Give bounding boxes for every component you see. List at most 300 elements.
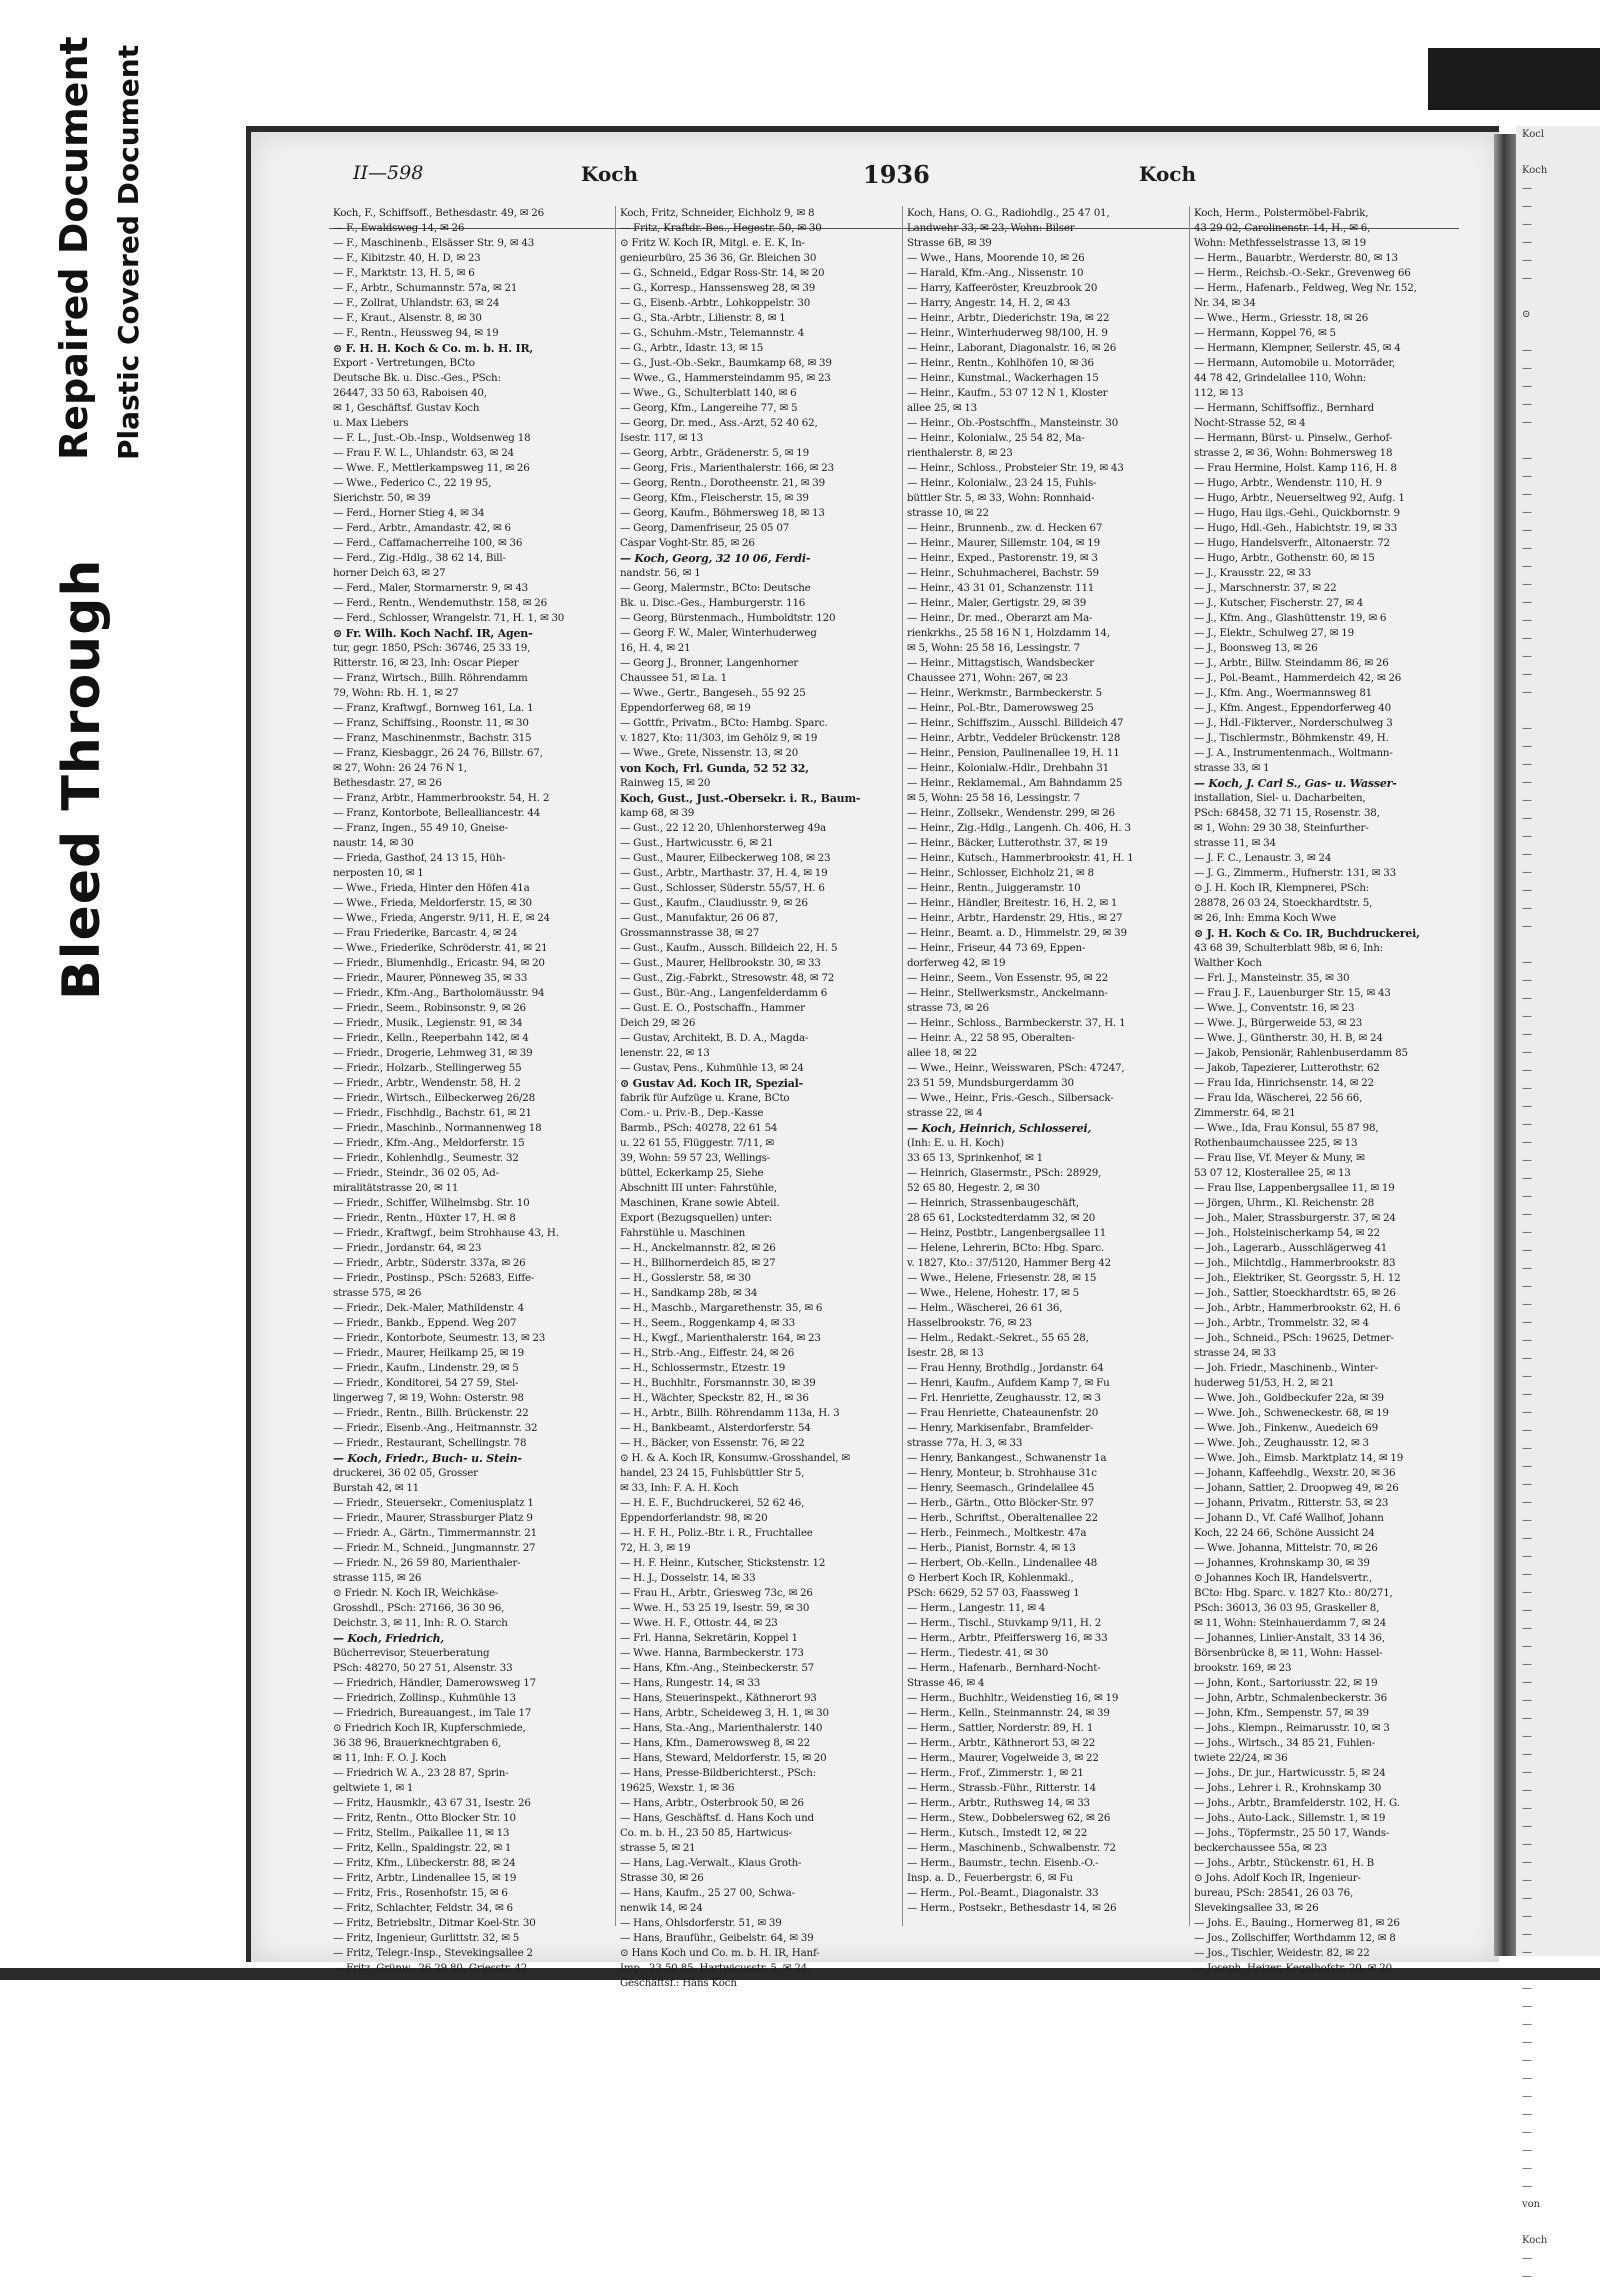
facing-page-fragment — [1516, 324, 1600, 342]
directory-entry: — Wwe. F., Mettlerkampsweg 11, ✉ 26 — [333, 462, 530, 474]
facing-page-fragment: — — [1522, 381, 1532, 392]
directory-entry: — Hans, Ohlsdorferstr. 51, ✉ 39 — [620, 1917, 782, 1929]
directory-entry: Caspar Voght-Str. 85, ✉ 26 — [620, 537, 755, 549]
directory-page — [246, 126, 1499, 1989]
directory-entry: — G., Sta.-Arbtr., Lilienstr. 8, ✉ 1 — [620, 312, 786, 324]
directory-entry: — Franz, Arbtr., Hammerbrookstr. 54, H. 2 — [333, 792, 550, 804]
facing-page-fragment: — — [1522, 885, 1532, 896]
directory-entry: — Fritz, Kfm., Lübeckerstr. 88, ✉ 24 — [333, 1857, 516, 1869]
directory-entry: — Hermann, Klempner, Seilerstr. 45, ✉ 4 — [1194, 342, 1401, 354]
directory-entry: — Herm., Tiedestr. 41, ✉ 30 — [907, 1647, 1049, 1659]
directory-entry: v. 1827, Kto: 11/303, im Gehölz 9, ✉ 19 — [620, 732, 818, 744]
label-plastic-covered-document: Plastic Covered Document — [112, 44, 145, 460]
facing-page-fragment: — — [1522, 237, 1532, 248]
directory-entry: — Heinr., Rentn., Juiggeramstr. 10 — [907, 882, 1081, 894]
facing-page-fragment: — — [1522, 1821, 1532, 1832]
directory-entry: — Friedr., Kohlenhdlg., Seumestr. 32 — [333, 1152, 519, 1164]
directory-entry: — Johs., Wirtsch., 34 85 21, Fuhlen- — [1194, 1737, 1375, 1749]
directory-entry: — Koch, Heinrich, Schlosserei, — [907, 1122, 1092, 1135]
directory-entry: Sierichstr. 50, ✉ 39 — [333, 492, 431, 504]
facing-page-fragment: — — [1522, 1551, 1532, 1562]
directory-entry: — Johannes, Krohnskamp 30, ✉ 39 — [1194, 1557, 1370, 1569]
facing-page-fragment: — — [1522, 1695, 1532, 1706]
facing-page-fragment: — — [1522, 2253, 1532, 2264]
directory-entry: — Joh., Schneid., PSch: 19625, Detmer- — [1194, 1332, 1394, 1344]
facing-page-fragment: — — [1522, 867, 1532, 878]
directory-entry: — Wwe., Friederike, Schröderstr. 41, ✉ 21 — [333, 942, 548, 954]
directory-entry: ⊙ Fritz W. Koch IR, Mitgl. e. E. K, In- — [620, 237, 805, 249]
directory-entry: — Gottfr., Privatm., BCto: Hambg. Sparc. — [620, 717, 828, 729]
facing-page-fragment: — — [1522, 2073, 1532, 2084]
directory-entry: — Hans, Sta.-Ang., Marienthalerstr. 140 — [620, 1722, 823, 1734]
facing-page-fragment: — — [1522, 2055, 1532, 2066]
directory-entry: 26447, 33 50 63, Raboisen 40, — [333, 387, 487, 399]
facing-page-fragment: — — [1522, 489, 1532, 500]
directory-entry: — Friedr. N., 26 59 80, Marienthaler- — [333, 1557, 521, 1569]
directory-entry: — Ferd., Arbtr., Amandastr. 42, ✉ 6 — [333, 522, 511, 534]
directory-entry: Koch, 22 24 66, Schöne Aussicht 24 — [1194, 1527, 1375, 1539]
directory-entry: — John, Arbtr., Schmalenbeckerstr. 36 — [1194, 1692, 1387, 1704]
directory-entry: Walther Koch — [1194, 957, 1262, 969]
directory-entry: — Heinr., Arbtr., Veddeler Brückenstr. 128 — [907, 732, 1121, 744]
directory-entry: büttler Str. 5, ✉ 33, Wohn: Ronnhaid- — [907, 492, 1095, 504]
directory-entry: ✉ 1, Geschäftsf. Gustav Koch — [333, 402, 480, 414]
directory-entry: — Herm., Hafenarb., Feldweg, Weg Nr. 152, — [1194, 282, 1417, 294]
directory-entry: — Heinr., Arbtr., Hardenstr. 29, Htis., ✉ 27 — [907, 912, 1123, 924]
directory-entry: — Henri, Kaufm., Aufdem Kamp 7, ✉ Fu — [907, 1377, 1110, 1389]
directory-entry: — H., Arbtr., Billh. Röhrendamm 113a, H. 3 — [620, 1407, 840, 1419]
facing-page-fragment: — — [1522, 219, 1532, 230]
facing-page-fragment: — — [1522, 1083, 1532, 1094]
directory-entry: — Herm., Arbtr., Pfeifferswerg 16, ✉ 33 — [907, 1632, 1108, 1644]
directory-entry: — Heinr., Bäcker, Lutterothstr. 37, ✉ 19 — [907, 837, 1108, 849]
directory-entry: BCto: Hbg. Sparc. v. 1827 Kto.: 80/271, — [1194, 1587, 1393, 1599]
directory-entry: — Wwe. Joh., Schweneckestr. 68, ✉ 19 — [1194, 1407, 1389, 1419]
directory-entry: — Hans, Rungestr. 14, ✉ 33 — [620, 1677, 761, 1689]
directory-entry: — Friedr., Kelln., Reeperbahn 142, ✉ 4 — [333, 1032, 529, 1044]
directory-entry: strasse 5, ✉ 21 — [620, 1842, 696, 1854]
page-number: II—598 — [353, 162, 424, 184]
directory-entry: Burstah 42, ✉ 11 — [333, 1482, 420, 1494]
facing-page-fragment: — — [1522, 1767, 1532, 1778]
directory-entry: — Wwe. H. F., Ottostr. 44, ✉ 23 — [620, 1617, 778, 1629]
directory-entry: Export - Vertretungen, BCto — [333, 357, 475, 369]
facing-page-fragment: — — [1522, 1479, 1532, 1490]
facing-page-fragment: von — [1522, 2199, 1541, 2210]
directory-entry: 23 51 59, Mundsburgerdamm 30 — [907, 1077, 1074, 1089]
directory-entry: v. 1827, Kto.: 37/5120, Hammer Berg 42 — [907, 1257, 1111, 1269]
facing-page-fragment: — — [1522, 615, 1532, 626]
facing-page-fragment: — — [1522, 579, 1532, 590]
directory-entry: — Herm., Sattler, Norderstr. 89, H. 1 — [907, 1722, 1094, 1734]
directory-entry: — H., Maschb., Margarethenstr. 35, ✉ 6 — [620, 1302, 823, 1314]
directory-entry: strasse 11, ✉ 34 — [1194, 837, 1276, 849]
facing-page-fragment: — — [1522, 201, 1532, 212]
directory-entry: — Frl. J., Mansteinstr. 35, ✉ 30 — [1194, 972, 1350, 984]
directory-entry: — Jos., Tischler, Weidestr. 82, ✉ 22 — [1194, 1947, 1370, 1959]
directory-entry: strasse 10, ✉ 22 — [907, 507, 989, 519]
facing-page-fragment: — — [1522, 2163, 1532, 2174]
directory-entry: — Herb., Gärtn., Otto Blöcker-Str. 97 — [907, 1497, 1094, 1509]
directory-entry: — Friedr. M., Schneid., Jungmannstr. 27 — [333, 1542, 536, 1554]
directory-entry: Rainweg 15, ✉ 20 — [620, 777, 711, 789]
facing-page-fragment: — — [1522, 453, 1532, 464]
directory-entry: — Friedr., Konditorei, 54 27 59, Stel- — [333, 1377, 519, 1389]
directory-entry: — Fritz, Schlachter, Feldstr. 34, ✉ 6 — [333, 1902, 513, 1914]
directory-entry: 112, ✉ 13 — [1194, 387, 1244, 399]
directory-entry: tur, gegr. 1850, PSch: 36746, 25 33 19, — [333, 642, 531, 654]
facing-page-fragment: — — [1522, 1335, 1532, 1346]
directory-entry: 52 65 80, Hegestr. 2, ✉ 30 — [907, 1182, 1040, 1194]
directory-entry: — Wwe., Gertr., Bangeseh., 55 92 25 — [620, 687, 806, 699]
directory-entry: — Herm., Baumstr., techn. Eisenb.-O.- — [907, 1857, 1099, 1869]
directory-entry: — Friedr., Steuersekr., Comeniusplatz 1 — [333, 1497, 534, 1509]
directory-entry: — Friedr., Schiffer, Wilhelmsbg. Str. 10 — [333, 1197, 530, 1209]
directory-entry: — Frau Henriette, Chateaunenfstr. 20 — [907, 1407, 1099, 1419]
directory-entry: — Friedr., Maurer, Heilkamp 25, ✉ 19 — [333, 1347, 525, 1359]
directory-entry: naustr. 14, ✉ 30 — [333, 837, 414, 849]
directory-entry: u. Max Liebers — [333, 417, 409, 429]
directory-entry: — Hans, Steward, Meldorferstr. 15, ✉ 20 — [620, 1752, 827, 1764]
directory-entry: Fahrstühle u. Maschinen — [620, 1227, 746, 1239]
facing-page-fragment: — — [1522, 1227, 1532, 1238]
directory-entry: — F., Zollrat, Uhlandstr. 63, ✉ 24 — [333, 297, 500, 309]
directory-entry: — G., Arbtr., Idastr. 13, ✉ 15 — [620, 342, 764, 354]
directory-entry: — Heinr., Pension, Paulinenallee 19, H. 11 — [907, 747, 1120, 759]
directory-entry: — Johs., Dr. jur., Hartwicusstr. 5, ✉ 24 — [1194, 1767, 1386, 1779]
directory-entry: — Friedr., Musik., Legienstr. 91, ✉ 34 — [333, 1017, 523, 1029]
directory-entry: — Hans, Kaufm., 25 27 00, Schwa- — [620, 1887, 795, 1899]
directory-entry: ⊙ Johs. Adolf Koch IR, Ingenieur- — [1194, 1872, 1361, 1884]
facing-page-fragment — [1516, 144, 1600, 162]
directory-entry: handel, 23 24 15, Fuhlsbüttler Str 5, — [620, 1467, 805, 1479]
directory-entry: — J., Tischlermstr., Böhmkenstr. 49, H. — [1194, 732, 1389, 744]
facing-page-fragment: — — [1522, 1173, 1532, 1184]
directory-entry: — Gust., Kaufm., Aussch. Billdeich 22, H. 5 — [620, 942, 838, 954]
directory-entry: — Koch, Friedrich, — [333, 1632, 445, 1645]
directory-entry: — Joh., Arbtr., Hammerbrookstr. 62, H. 6 — [1194, 1302, 1401, 1314]
directory-entry: Eppendorferlandstr. 98, ✉ 20 — [620, 1512, 768, 1524]
facing-page-fragment: — — [1522, 2271, 1532, 2282]
directory-entry: rienthalerstr. 8, ✉ 23 — [907, 447, 1013, 459]
directory-entry: — Friedr., Maschinb., Normannenweg 18 — [333, 1122, 542, 1134]
directory-entry: Nocht-Strasse 52, ✉ 4 — [1194, 417, 1306, 429]
directory-entry: — Hans, Kfm.-Ang., Steinbeckerstr. 57 — [620, 1662, 815, 1674]
directory-entry: — Gust., Bür.-Ang., Langenfelderdamm 6 — [620, 987, 828, 999]
directory-entry: allee 25, ✉ 13 — [907, 402, 978, 414]
directory-entry: — Hans, Arbtr., Scheideweg 3, H. 1, ✉ 30 — [620, 1707, 829, 1719]
directory-entry: — Johann, Kaffeehdlg., Wexstr. 20, ✉ 36 — [1194, 1467, 1396, 1479]
column-3 — [903, 206, 1190, 1926]
directory-entry: — Georg J., Bronner, Langenhorner — [620, 657, 799, 669]
directory-entry: — Hugo, Arbtr., Gothenstr. 60, ✉ 15 — [1194, 552, 1375, 564]
directory-entry: — J., Kfm. Angest., Eppendorferweg 40 — [1194, 702, 1391, 714]
directory-entry: — Johs. E., Bauing., Hornerweg 81, ✉ 26 — [1194, 1917, 1400, 1929]
directory-entry: — Frau Ida, Wäscherei, 22 56 66, — [1194, 1092, 1363, 1104]
directory-entry: — Friedr., Arbtr., Wendenstr. 58, H. 2 — [333, 1077, 521, 1089]
facing-page-fragment: — — [1522, 1353, 1532, 1364]
facing-page-fragment: — — [1522, 1713, 1532, 1724]
directory-entry: — Herm., Maurer, Vogelweide 3, ✉ 22 — [907, 1752, 1099, 1764]
directory-entry: — Gust., Maurer, Hellbrookstr. 30, ✉ 33 — [620, 957, 821, 969]
directory-entry: — Friedr., Holzarb., Stellingerweg 55 — [333, 1062, 522, 1074]
directory-entry: — Wwe., Helene, Hohestr. 17, ✉ 5 — [907, 1287, 1079, 1299]
directory-entry: — H., Gosslerstr. 58, ✉ 30 — [620, 1272, 751, 1284]
directory-entry: — J., Kfm. Ang., Glashüttenstr. 19, ✉ 6 — [1194, 612, 1387, 624]
directory-entry: — Herm., Arbtr., Ruthsweg 14, ✉ 33 — [907, 1797, 1090, 1809]
directory-entry: dorferweg 42, ✉ 19 — [907, 957, 1006, 969]
directory-entry: ⊙ J. H. Koch & Co. IR, Buchdruckerei, — [1194, 927, 1420, 940]
directory-entry: — Friedr., Arbtr., Süderstr. 337a, ✉ 26 — [333, 1257, 526, 1269]
directory-entry: ⊙ Herbert Koch IR, Kohlenmakl., — [907, 1572, 1074, 1584]
facing-page-fragment: — — [1522, 507, 1532, 518]
directory-entry: Insp. a. D., Feuerbergstr. 6, ✉ Fu — [907, 1872, 1073, 1884]
directory-entry: 39, Wohn: 59 57 23, Wellings- — [620, 1152, 771, 1164]
directory-entry: — Heinr., 43 31 01, Schanzenstr. 111 — [907, 582, 1095, 594]
directory-entry: — Friedr., Drogerie, Lehmweg 31, ✉ 39 — [333, 1047, 533, 1059]
facing-page-fragment: Koch — [1522, 2235, 1548, 2246]
directory-entry: genieurbüro, 25 36 36, Gr. Bleichen 30 — [620, 252, 817, 264]
directory-entry: ⊙ F. H. H. Koch & Co. m. b. H. IR, — [333, 342, 534, 355]
directory-entry: Wohn: Methfesselstrasse 13, ✉ 19 — [1194, 237, 1367, 249]
directory-entry: — Heinr., Seem., Von Essenstr. 95, ✉ 22 — [907, 972, 1109, 984]
facing-page-fragment: — — [1522, 183, 1532, 194]
facing-page-fragment: — — [1522, 345, 1532, 356]
facing-page-fragment: — — [1522, 903, 1532, 914]
directory-entry: — Harry, Angestr. 14, H. 2, ✉ 43 — [907, 297, 1070, 309]
label-bleed-through: Bleed Through — [52, 558, 112, 1000]
directory-entry: — Wwe. Hanna, Barmbeckerstr. 173 — [620, 1647, 804, 1659]
directory-entry: — H. E. F., Buchdruckerei, 52 62 46, — [620, 1497, 805, 1509]
directory-entry: ✉ 26, Inh: Emma Koch Wwe — [1194, 912, 1337, 924]
directory-entry: — Heinr., Laborant, Diagonalstr. 16, ✉ 26 — [907, 342, 1117, 354]
directory-entry: — Georg, Kaufm., Böhmersweg 18, ✉ 13 — [620, 507, 825, 519]
directory-entry: — H., Anckelmannstr. 82, ✉ 26 — [620, 1242, 776, 1254]
directory-entry: — Friedr., Seem., Robinsonstr. 9, ✉ 26 — [333, 1002, 526, 1014]
directory-entry: — Harry, Kaffeeröster, Kreuzbrook 20 — [907, 282, 1098, 294]
facing-page-fragment: — — [1522, 1317, 1532, 1328]
directory-entry: — Frau Hermine, Holst. Kamp 116, H. 8 — [1194, 462, 1397, 474]
facing-page-fragment: — — [1522, 1731, 1532, 1742]
directory-entry: — Hugo, Handelsverfr., Altonaerstr. 72 — [1194, 537, 1390, 549]
directory-entry: — Heinrich, Glasermstr., PSch: 28929, — [907, 1167, 1102, 1179]
directory-entry: — Wwe. J., Bürgerweide 53, ✉ 23 — [1194, 1017, 1363, 1029]
directory-entry: — Henry, Markisenfabr., Bramfelder- — [907, 1422, 1094, 1434]
directory-entry: 43 29 02, Carolinenstr. 14, H., ✉ 6, — [1194, 222, 1371, 234]
directory-entry: — Johann, Sattler, 2. Droopweg 49, ✉ 26 — [1194, 1482, 1399, 1494]
directory-entry: — Frl. Henriette, Zeughausstr. 12, ✉ 3 — [907, 1392, 1101, 1404]
directory-entry: — Herm., Kutsch., Imstedt 12, ✉ 22 — [907, 1827, 1088, 1839]
directory-entry: ⊙ Fr. Wilh. Koch Nachf. IR, Agen- — [333, 627, 533, 640]
directory-entry: — G., Schneid., Edgar Ross-Str. 14, ✉ 20 — [620, 267, 825, 279]
directory-entry: — Helene, Lehrerin, BCto: Hbg. Sparc. — [907, 1242, 1105, 1254]
directory-entry: lingerweg 7, ✉ 19, Wohn: Osterstr. 98 — [333, 1392, 524, 1404]
directory-entry: — Koch, Friedr., Buch- u. Stein- — [333, 1452, 522, 1465]
facing-page-fragment: — — [1522, 1065, 1532, 1076]
directory-entry: — H., Wächter, Speckstr. 82, H., ✉ 36 — [620, 1392, 809, 1404]
directory-entry: — G., Just.-Ob.-Sekr., Baumkamp 68, ✉ 39 — [620, 357, 832, 369]
directory-entry: — Jörgen, Uhrm., Kl. Reichenstr. 28 — [1194, 1197, 1375, 1209]
facing-page-fragment: — — [1522, 1911, 1532, 1922]
directory-entry: — Hermann, Koppel 76, ✉ 5 — [1194, 327, 1336, 339]
directory-entry: — Hans, Geschäftsf. d. Hans Koch und — [620, 1812, 814, 1824]
directory-entry: 44 78 42, Grindelallee 110, Wohn: — [1194, 372, 1367, 384]
directory-entry: Hasselbrookstr. 76, ✉ 23 — [907, 1317, 1032, 1329]
directory-entry: Bethesdastr. 27, ✉ 26 — [333, 777, 442, 789]
directory-entry: Isestr. 117, ✉ 13 — [620, 432, 704, 444]
directory-entry: Strasse 6B, ✉ 39 — [907, 237, 992, 249]
facing-page-fragment: — — [1522, 975, 1532, 986]
directory-entry: — Herm., Reichsb.-O.-Sekr., Grevenweg 66 — [1194, 267, 1411, 279]
directory-entry: — Friedr., Maurer, Pönneweg 35, ✉ 33 — [333, 972, 528, 984]
directory-entry: Eppendorferweg 68, ✉ 19 — [620, 702, 751, 714]
directory-entry: 36 38 96, Brauerknechtgraben 6, — [333, 1737, 502, 1749]
facing-page-fragment: — — [1522, 2037, 1532, 2048]
directory-entry: nenwik 14, ✉ 24 — [620, 1902, 703, 1914]
directory-entry: Isestr. 28, ✉ 13 — [907, 1347, 984, 1359]
directory-entry: — Heinr., Schloss., Probsteier Str. 19, ✉ 43 — [907, 462, 1124, 474]
directory-entry: bureau, PSch: 28541, 26 03 76, — [1194, 1887, 1354, 1899]
facing-page-fragment: — — [1522, 1101, 1532, 1112]
facing-page-fragment: — — [1522, 2127, 1532, 2138]
directory-entry: — J. G., Zimmerm., Hufnerstr. 131, ✉ 33 — [1194, 867, 1396, 879]
directory-entry: ⊙ J. H. Koch IR, Klempnerei, PSch: — [1194, 882, 1370, 894]
directory-entry: — Fritz, Kelln., Spaldingstr. 22, ✉ 1 — [333, 1842, 512, 1854]
directory-entry: — Jos., Zollschiffer, Worthdamm 12, ✉ 8 — [1194, 1932, 1396, 1944]
directory-entry: — Friedr., Kfm.-Ang., Bartholomäusstr. 94 — [333, 987, 545, 999]
directory-entry: — Herm., Frof., Zimmerstr. 1, ✉ 21 — [907, 1767, 1084, 1779]
directory-entry: — Georg F. W., Maler, Winterhuderweg — [620, 627, 817, 639]
directory-entry: ✉ 1, Wohn: 29 30 38, Steinfurther- — [1194, 822, 1369, 834]
facing-page-fragment: — — [1522, 1281, 1532, 1292]
directory-entry: Grossmannstrasse 38, ✉ 27 — [620, 927, 760, 939]
directory-entry: strasse 115, ✉ 26 — [333, 1572, 422, 1584]
directory-entry: — John, Kont., Sartoriusstr. 22, ✉ 19 — [1194, 1677, 1378, 1689]
directory-entry: — Heinr., Kolonialw.-Hdlr., Drehbahn 31 — [907, 762, 1109, 774]
directory-entry: — H. J., Dosselstr. 14, ✉ 33 — [620, 1572, 756, 1584]
directory-entry: — Heinr., Mittagstisch, Wandsbecker — [907, 657, 1095, 669]
facing-page-fragment: — — [1522, 2109, 1532, 2120]
directory-entry: — Johs., Auto-Lack., Sillemstr. 1, ✉ 19 — [1194, 1812, 1386, 1824]
facing-page-fragment: — — [1522, 1245, 1532, 1256]
directory-entry: — Friedrich, Händler, Damerowsweg 17 — [333, 1677, 536, 1689]
directory-entry: 33 65 13, Sprinkenhof, ✉ 1 — [907, 1152, 1043, 1164]
facing-page-fragment: — — [1522, 1533, 1532, 1544]
directory-entry: — Heinr., Werkmstr., Barmbeckerstr. 5 — [907, 687, 1102, 699]
header-name-left: Koch — [581, 162, 639, 186]
directory-entry: ✉ 5, Wohn: 25 58 16, Lessingstr. 7 — [907, 642, 1081, 654]
directory-entry: — Heinz, Postbtr., Langenbergsallee 11 — [907, 1227, 1107, 1239]
directory-entry: — Gust., Zig.-Fabrkt., Stresowstr. 48, ✉ 72 — [620, 972, 835, 984]
directory-entry: — F., Maschinenb., Elsässer Str. 9, ✉ 43 — [333, 237, 535, 249]
facing-page-fragment: — — [1522, 1371, 1532, 1382]
directory-entry: Landwehr 33, ✉ 23, Wohn: Bilser — [907, 222, 1075, 234]
directory-entry: installation, Siel- u. Dacharbeiten, — [1194, 792, 1366, 804]
directory-entry: — Heinr., Exped., Pastorenstr. 19, ✉ 3 — [907, 552, 1098, 564]
directory-entry: — Herm., Bauarbtr., Werderstr. 80, ✉ 13 — [1194, 252, 1398, 264]
facing-page-fragment: — — [1522, 1587, 1532, 1598]
directory-entry: — Hans, Arbtr., Osterbrook 50, ✉ 26 — [620, 1797, 804, 1809]
directory-entry: — Johs., Lehrer i. R., Krohnskamp 30 — [1194, 1782, 1382, 1794]
directory-entry: Nr. 34, ✉ 34 — [1194, 297, 1256, 309]
directory-entry: — Friedr., Rentn., Hüxter 17, H. ✉ 8 — [333, 1212, 516, 1224]
directory-entry: Geschäftsf.: Hans Koch — [620, 1977, 737, 1989]
directory-entry: — Frau F. W. L., Uhlandstr. 63, ✉ 24 — [333, 447, 514, 459]
directory-entry: — Johs., Töpfermstr., 25 50 17, Wands- — [1194, 1827, 1390, 1839]
directory-entry: Chaussee 51, ✉ La. 1 — [620, 672, 727, 684]
directory-entry: — F., Kraut., Alsenstr. 8, ✉ 30 — [333, 312, 482, 324]
directory-entry: — John, Kfm., Sempenstr. 57, ✉ 39 — [1194, 1707, 1369, 1719]
directory-entry: — Hugo, Hdl.-Geh., Habichtstr. 19, ✉ 33 — [1194, 522, 1398, 534]
directory-entry: — J., Arbtr., Billw. Steindamm 86, ✉ 26 — [1194, 657, 1389, 669]
directory-entry: — Gustav, Architekt, B. D. A., Magda- — [620, 1032, 809, 1044]
directory-entry: — Koch, J. Carl S., Gas- u. Wasser- — [1194, 777, 1397, 790]
directory-entry: — Herm., Postsekr., Bethesdastr 14, ✉ 26 — [907, 1902, 1117, 1914]
facing-page-fragment: — — [1522, 687, 1532, 698]
directory-entry: — Hugo, Hau ilgs.-Gehi., Quickbornstr. 9 — [1194, 507, 1400, 519]
label-repaired-document: Repaired Document — [52, 36, 96, 460]
directory-entry: — Hermann, Bürst- u. Pinselw., Gerhof- — [1194, 432, 1393, 444]
directory-entry: — J., Boonsweg 13, ✉ 26 — [1194, 642, 1318, 654]
directory-entry: — Gust., Kaufm., Claudiusstr. 9, ✉ 26 — [620, 897, 808, 909]
directory-entry: — Henry, Seemasch., Grindelallee 45 — [907, 1482, 1095, 1494]
directory-entry: ✉ 27, Wohn: 26 24 76 N 1, — [333, 762, 467, 774]
directory-entry: strasse 77a, H. 3, ✉ 33 — [907, 1437, 1023, 1449]
directory-entry: — Wwe. Joh., Eimsb. Marktplatz 14, ✉ 19 — [1194, 1452, 1404, 1464]
directory-entry: — Friedr., Kfm.-Ang., Meldorferstr. 15 — [333, 1137, 525, 1149]
directory-entry: — H., Strb.-Ang., Eiffestr. 24, ✉ 26 — [620, 1347, 795, 1359]
directory-entry: — G., Korresp., Hanssensweg 28, ✉ 39 — [620, 282, 816, 294]
directory-entry: 53 07 12, Klosterallee 25, ✉ 13 — [1194, 1167, 1351, 1179]
directory-entry: — Ferd., Rentn., Wendemuthstr. 158, ✉ 26 — [333, 597, 547, 609]
directory-entry: PSch: 36013, 36 03 95, Graskeller 8, — [1194, 1602, 1380, 1614]
directory-entry: Slevekingsallee 33, ✉ 26 — [1194, 1902, 1319, 1914]
directory-entry: — Georg, Kfm., Langereihe 77, ✉ 5 — [620, 402, 798, 414]
directory-entry: Ritterstr. 16, ✉ 23, Inh: Oscar Pieper — [333, 657, 519, 669]
directory-entry: — Friedr., Fischhdlg., Bachstr. 61, ✉ 21 — [333, 1107, 532, 1119]
directory-entry: — Wwe., Frieda, Meldorferstr. 15, ✉ 30 — [333, 897, 532, 909]
directory-entry: — Johannes, Linlier-Anstalt, 33 14 36, — [1194, 1632, 1385, 1644]
directory-entry: — Fritz, Kraftdr.-Bes., Hegestr. 50, ✉ 30 — [620, 222, 822, 234]
facing-page-fragment: — — [1522, 1209, 1532, 1220]
directory-entry: — Wwe. Johanna, Mittelstr. 70, ✉ 26 — [1194, 1542, 1378, 1554]
directory-entry: — Fritz, Fris., Rosenhofstr. 15, ✉ 6 — [333, 1887, 508, 1899]
directory-entry: — Franz, Kraftwgf., Bornweg 161, La. 1 — [333, 702, 534, 714]
directory-entry: — Herm., Buchhltr., Weidenstieg 16, ✉ 19 — [907, 1692, 1119, 1704]
directory-entry: (Inh: E. u. H. Koch) — [907, 1137, 1004, 1149]
directory-entry: — Georg, Dr. med., Ass.-Arzt, 52 40 62, — [620, 417, 818, 429]
directory-entry: — Friedr., Restaurant, Schellingstr. 78 — [333, 1437, 527, 1449]
facing-page-fragment: — — [1522, 1659, 1532, 1670]
directory-entry: — Wwe., Grete, Nissenstr. 13, ✉ 20 — [620, 747, 799, 759]
directory-entry: Grosshdl., PSch: 27166, 36 30 96, — [333, 1602, 505, 1614]
directory-entry: — Herm., Tischl., Stuvkamp 9/11, H. 2 — [907, 1617, 1102, 1629]
directory-entry: — Heinr., Maler, Gertigstr. 29, ✉ 39 — [907, 597, 1087, 609]
directory-entry: — H., Seem., Roggenkamp 4, ✉ 33 — [620, 1317, 795, 1329]
directory-entry: — Herm., Maschinenb., Schwalbenstr. 72 — [907, 1842, 1116, 1854]
facing-page-fragment: — — [1522, 1515, 1532, 1526]
directory-entry: — Hugo, Arbtr., Wendenstr. 110, H. 9 — [1194, 477, 1382, 489]
directory-entry: Koch, Gust., Just.-Obersekr. i. R., Baum- — [620, 792, 861, 805]
directory-entry: — Friedr., Rentn., Billh. Brückenstr. 22 — [333, 1407, 529, 1419]
directory-entry: — Wwe., Heinr., Weisswaren, PSch: 47247, — [907, 1062, 1125, 1074]
directory-entry: Bk. u. Disc.-Ges., Hamburgerstr. 116 — [620, 597, 806, 609]
directory-entry: — Georg, Kfm., Fleischerstr. 15, ✉ 39 — [620, 492, 809, 504]
facing-page-fragment: — — [1522, 1407, 1532, 1418]
directory-entry: ✉ 11, Inh: F. O. J. Koch — [333, 1752, 447, 1764]
directory-entry: Bücherrevisor, Steuerberatung — [333, 1647, 490, 1659]
directory-entry: — Heinr. A., 22 58 95, Oberalten- — [907, 1032, 1075, 1044]
